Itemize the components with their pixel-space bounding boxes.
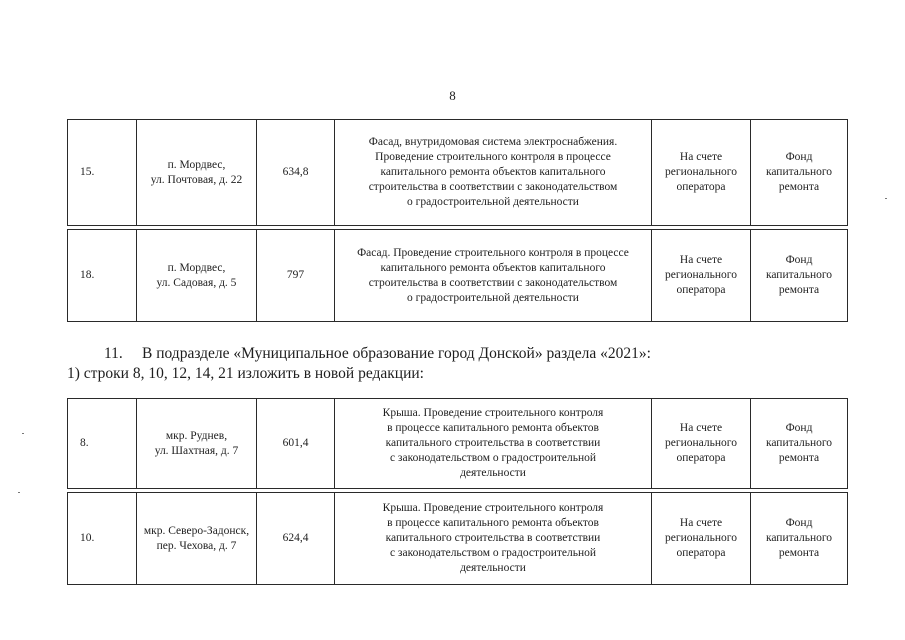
fund-line: капитального bbox=[765, 532, 833, 544]
work-line: с законодательством о градостроительной bbox=[389, 452, 597, 464]
work-line: Фасад. Проведение строительного контроля в процессе bbox=[357, 246, 629, 259]
address-line: п. Мордвес, bbox=[167, 158, 226, 171]
work-description-cell bbox=[335, 399, 652, 489]
work-line: в процессе капитального ремонта объектов bbox=[387, 517, 599, 529]
area-cell: 601,4 bbox=[257, 399, 335, 489]
work-line: Крыша. Проведение строительного контроля bbox=[382, 407, 604, 419]
table-row-15 bbox=[67, 119, 848, 226]
account-line: регионального bbox=[665, 437, 737, 449]
scan-speck bbox=[885, 198, 887, 199]
paragraph-text: В подразделе «Муниципальное образование город Донской» раздела «2021»: bbox=[142, 345, 651, 362]
address-line: ул. Шахтная, д. 7 bbox=[154, 444, 239, 457]
work-line: Фасад, внутридомовая система электроснабжения. bbox=[368, 136, 618, 148]
account-cell bbox=[652, 493, 751, 585]
address-cell bbox=[137, 120, 257, 226]
fund-cell bbox=[751, 120, 848, 226]
fund-line: Фонд bbox=[785, 151, 813, 163]
work-line: капитального ремонта объектов капитального bbox=[380, 166, 606, 178]
address-line: п. Мордвес, bbox=[167, 261, 226, 274]
row-number: 18. bbox=[68, 230, 137, 322]
work-line: о градостроительной деятельности bbox=[407, 291, 579, 304]
account-line: оператора bbox=[676, 284, 726, 296]
fund-line: капитального bbox=[765, 166, 833, 178]
fund-line: Фонд bbox=[785, 254, 813, 266]
page-number: 8 bbox=[449, 88, 456, 103]
account-line: На счете bbox=[679, 422, 723, 434]
account-line: регионального bbox=[665, 532, 737, 544]
fund-line: ремонта bbox=[778, 284, 820, 296]
area-cell: 624,4 bbox=[257, 493, 335, 585]
paragraph-number: 11. bbox=[104, 345, 123, 362]
work-description-cell bbox=[335, 230, 652, 322]
fund-cell bbox=[751, 399, 848, 489]
account-cell bbox=[652, 230, 751, 322]
address-line: ул. Садовая, д. 5 bbox=[156, 276, 237, 289]
address-line: ул. Почтовая, д. 22 bbox=[150, 173, 243, 186]
scan-speck bbox=[18, 492, 20, 493]
area-cell: 634,8 bbox=[257, 120, 335, 226]
work-description-cell bbox=[335, 120, 652, 226]
work-line: строительства в соответствии с законодательством bbox=[368, 276, 618, 289]
row-number: 10. bbox=[68, 493, 137, 585]
work-line: деятельности bbox=[460, 467, 526, 479]
work-line: Проведение строительного контроля в процессе bbox=[375, 151, 611, 163]
paragraph-subitem: 1) строки 8, 10, 12, 14, 21 изложить в новой редакции: bbox=[67, 365, 424, 382]
scan-speck bbox=[22, 433, 24, 434]
table-row-10 bbox=[67, 492, 848, 585]
table-row-8 bbox=[67, 398, 848, 489]
fund-cell bbox=[751, 493, 848, 585]
account-line: оператора bbox=[676, 452, 726, 464]
fund-line: капитального bbox=[765, 437, 833, 449]
work-line: Крыша. Проведение строительного контроля bbox=[382, 502, 604, 514]
address-cell bbox=[137, 230, 257, 322]
work-line: капитального ремонта объектов капитального bbox=[380, 261, 606, 274]
fund-line: ремонта bbox=[778, 452, 820, 464]
fund-cell bbox=[751, 230, 848, 322]
fund-line: ремонта bbox=[778, 181, 820, 193]
area-cell: 797 bbox=[257, 230, 335, 322]
account-line: На счете bbox=[679, 254, 723, 266]
table-row-18 bbox=[67, 229, 848, 322]
work-line: с законодательством о градостроительной bbox=[389, 547, 597, 559]
account-line: регионального bbox=[665, 166, 737, 178]
work-description-cell bbox=[335, 493, 652, 585]
fund-line: Фонд bbox=[785, 517, 813, 529]
address-line: мкр. Руднев, bbox=[165, 429, 228, 442]
address-line: пер. Чехова, д. 7 bbox=[156, 539, 237, 552]
account-line: На счете bbox=[679, 517, 723, 529]
account-line: оператора bbox=[676, 547, 726, 559]
account-line: оператора bbox=[676, 181, 726, 193]
work-line: в процессе капитального ремонта объектов bbox=[387, 422, 599, 434]
fund-line: капитального bbox=[765, 269, 833, 281]
work-line: капитального строительства в соответствии bbox=[385, 532, 601, 544]
paragraph-11 bbox=[104, 344, 651, 364]
work-line: строительства в соответствии с законодательством bbox=[368, 181, 618, 193]
account-cell bbox=[652, 399, 751, 489]
fund-line: ремонта bbox=[778, 547, 820, 559]
work-line: о градостроительной деятельности bbox=[407, 196, 579, 208]
account-cell bbox=[652, 120, 751, 226]
row-number: 15. bbox=[68, 120, 137, 226]
work-line: деятельности bbox=[460, 562, 526, 574]
address-line: мкр. Северо-Задонск, bbox=[143, 524, 250, 537]
address-cell bbox=[137, 399, 257, 489]
account-line: На счете bbox=[679, 151, 723, 163]
account-line: регионального bbox=[665, 269, 737, 281]
row-number: 8. bbox=[68, 399, 137, 489]
work-line: капитального строительства в соответствии bbox=[385, 437, 601, 449]
fund-line: Фонд bbox=[785, 422, 813, 434]
address-cell bbox=[137, 493, 257, 585]
